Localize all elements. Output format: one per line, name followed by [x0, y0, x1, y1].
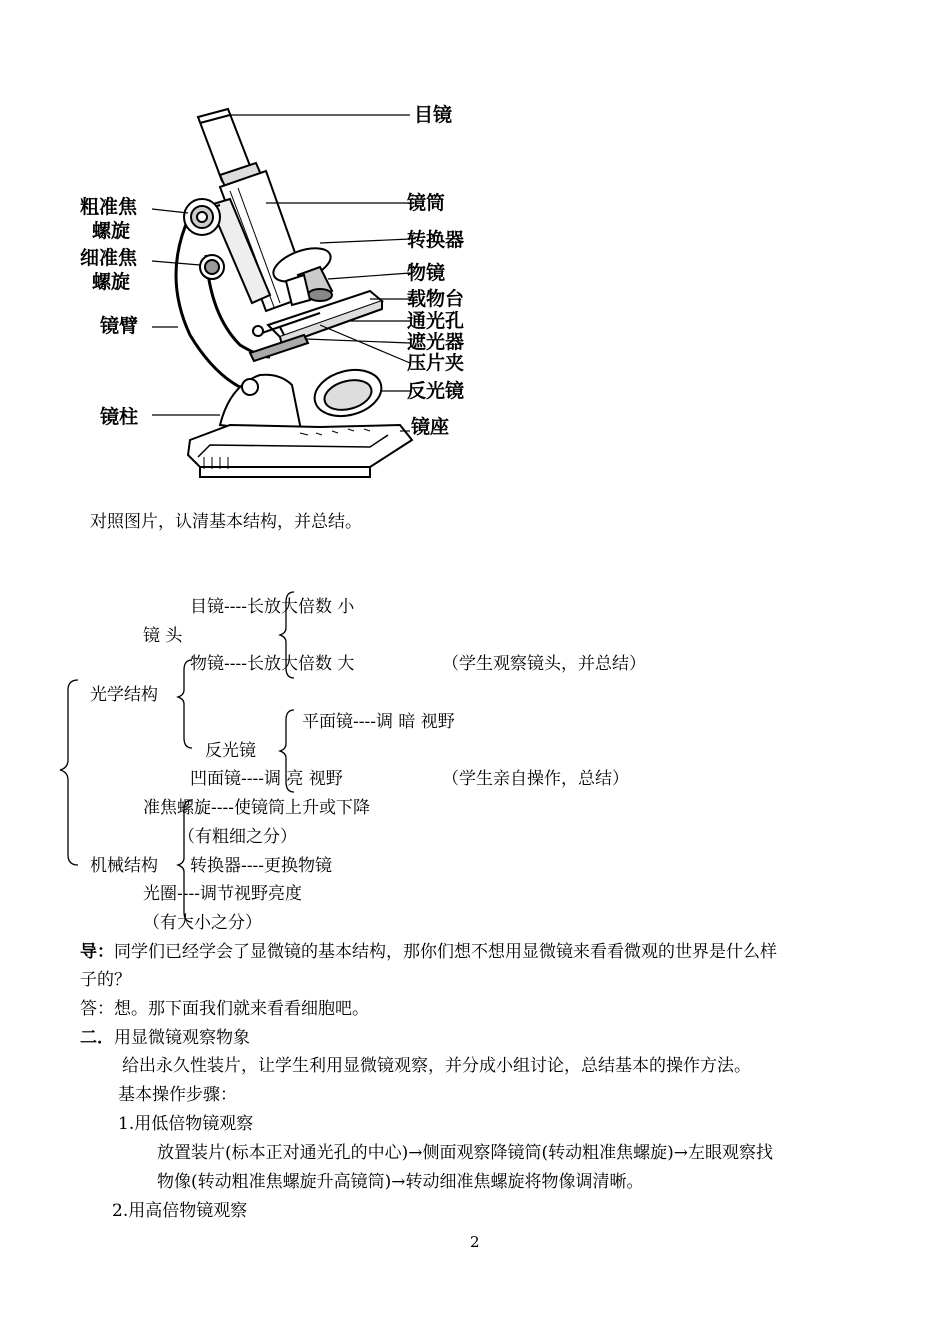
- label-tube: 镜筒: [407, 192, 446, 214]
- answer-line: 答：想。那下面我们就来看看细胞吧。: [80, 999, 369, 1019]
- guide-text-1: 同学们已经学会了显微镜的基本结构，那你们想不想用显微镜来看看微观的世界是什么样: [114, 942, 777, 962]
- label-fine-2: 螺旋: [92, 271, 131, 293]
- label-base: 镜座: [411, 416, 450, 438]
- outline-optical: 光学结构: [90, 685, 158, 705]
- label-aperture: 通光孔: [407, 310, 465, 332]
- outline-nosepiece: 转换器----更换物镜: [190, 856, 332, 876]
- section-number: 二．: [80, 1028, 114, 1048]
- label-objective: 物镜: [407, 262, 446, 284]
- label-eyepiece: 目镜: [414, 104, 453, 126]
- outline-aperture: 光圈----调节视野亮度: [143, 884, 302, 904]
- outline-eyepiece: 目镜----长放大倍数 小: [190, 597, 355, 617]
- outline-aperture-note: （有大小之分）: [143, 913, 262, 933]
- label-fine-1: 细准焦: [80, 247, 138, 269]
- label-pillar: 镜柱: [100, 406, 139, 428]
- outline-objective: 物镜----长放大倍数 大: [190, 654, 355, 674]
- label-diaphragm: 遮光器: [407, 331, 465, 353]
- outline-lens-group: 镜 头: [143, 626, 183, 646]
- outline-reflector: 反光镜: [205, 741, 256, 761]
- step1-line-1: 放置装片(标本正对通光孔的中心)→侧面观察降镜筒(转动粗准焦螺旋)→左眼观察找: [157, 1143, 774, 1163]
- step1-title: 1.用低倍物镜观察: [118, 1114, 254, 1134]
- steps-title: 基本操作步骤：: [118, 1085, 237, 1105]
- guide-paragraph: [80, 941, 777, 963]
- outline-note-mirror: （学生亲自操作，总结）: [442, 769, 629, 789]
- page-number: 2: [470, 1233, 480, 1251]
- outline-plane-mirror: 平面镜----调 暗 视野: [302, 712, 455, 732]
- step2-title: 2.用高倍物镜观察: [112, 1201, 248, 1221]
- intro-line: 给出永久性装片，让学生利用显微镜观察，并分成小组讨论，总结基本的操作方法。: [122, 1056, 751, 1076]
- label-clip: 压片夹: [407, 352, 465, 374]
- label-nosepiece: 转换器: [407, 229, 465, 251]
- outline-focus-knob: 准焦螺旋----使镜筒上升或下降: [143, 798, 370, 818]
- step1-line-2: 物像(转动粗准焦螺旋升高镜筒)→转动细准焦螺旋将物像调清晰。: [157, 1172, 644, 1192]
- section-title: 用显微镜观察物象: [114, 1028, 250, 1048]
- outline-focus-note: （有粗细之分）: [178, 827, 297, 847]
- label-arm: 镜臂: [100, 315, 139, 337]
- label-stage: 载物台: [407, 288, 465, 310]
- guide-label: 导：: [80, 942, 114, 962]
- label-mirror: 反光镜: [407, 380, 465, 402]
- guide-text-2: 子的？: [80, 970, 131, 990]
- outline-note-lens: （学生观察镜头，并总结）: [442, 654, 646, 674]
- outline-concave-mirror: 凹面镜----调 亮 视野: [190, 769, 343, 789]
- section-heading: [80, 1027, 250, 1049]
- figure-caption: 对照图片，认清基本结构，并总结。: [90, 512, 362, 532]
- label-coarse-1: 粗准焦: [80, 196, 138, 218]
- label-coarse-2: 螺旋: [92, 220, 131, 242]
- outline-mechanical: 机械结构: [90, 856, 158, 876]
